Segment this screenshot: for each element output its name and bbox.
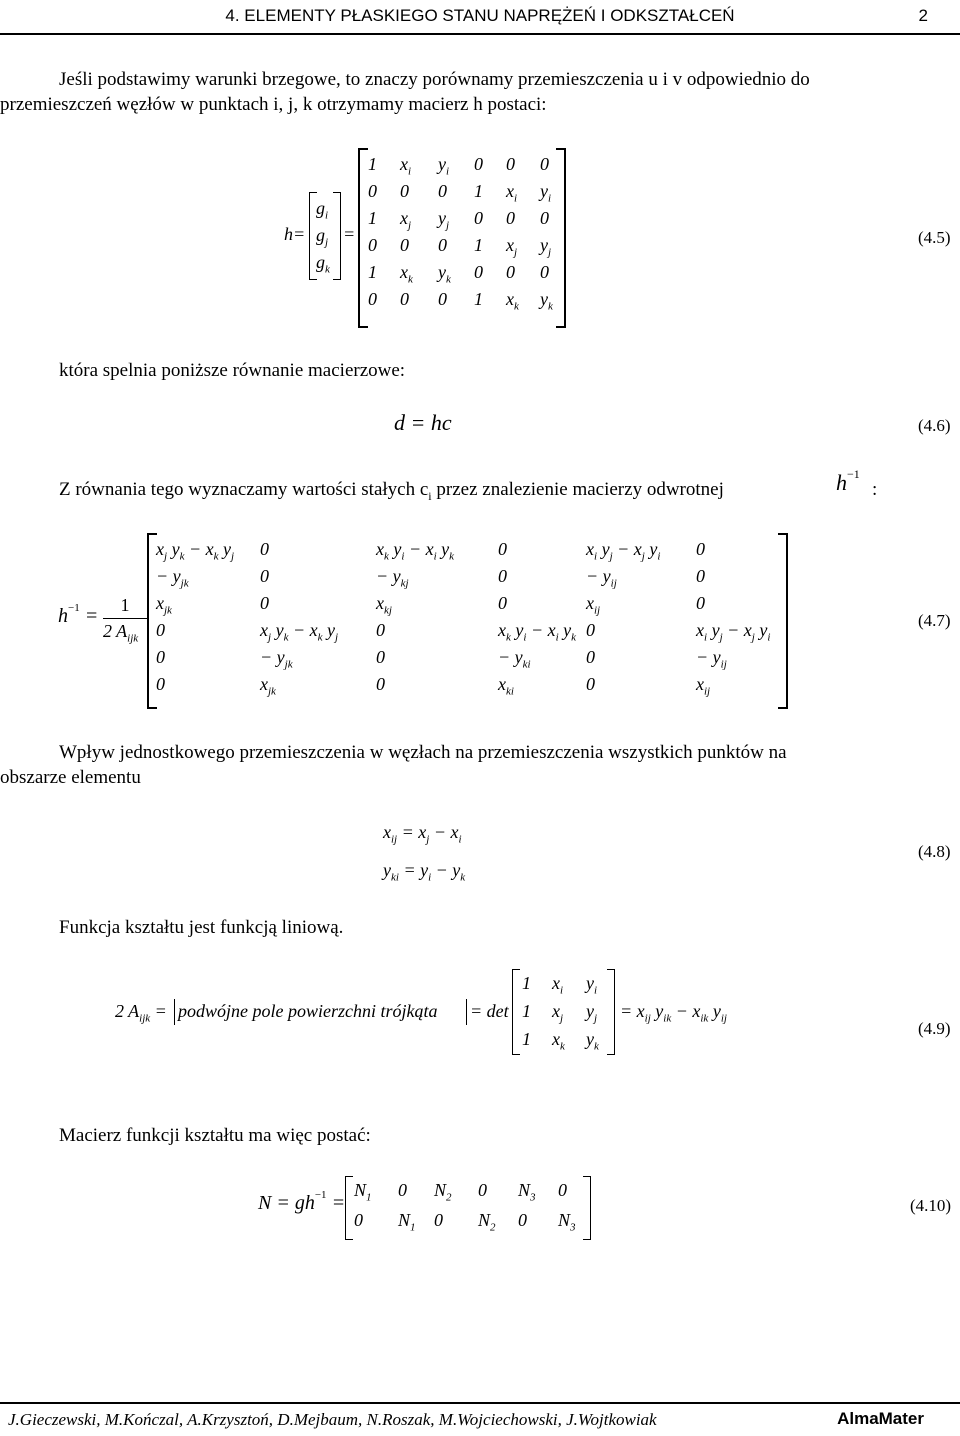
eq47-cell-r5-c2: − $y_{jk}$ bbox=[260, 647, 293, 671]
eq45-cell-r3-c3: $y_j$ bbox=[438, 208, 450, 232]
eq47-cell-r2-c5: − $y_{ij}$ bbox=[586, 566, 617, 590]
eq49-rhs: = $x_{ij}$ $y_{ik} - x_{ik}$ $y_{ij}$ bbox=[620, 1001, 727, 1025]
eq45-cell-r6-c5: $x_k$ bbox=[506, 289, 519, 313]
eq47-frac-den: 2 $A_{ijk}$ bbox=[103, 621, 139, 645]
eq410-cell-r1-c6: 0 bbox=[558, 1180, 567, 1200]
eq45-g-right-bracket bbox=[333, 192, 341, 280]
eq47-cell-r2-c2: 0 bbox=[260, 566, 269, 586]
eq45-cell-r6-c2: 0 bbox=[400, 289, 409, 309]
eq47-cell-r5-c1: 0 bbox=[156, 647, 165, 667]
eq45-cell-r4-c3: 0 bbox=[438, 235, 447, 255]
equation-4-9 bbox=[0, 965, 960, 1060]
eq46-formula: d = hc bbox=[394, 410, 452, 435]
eq45-cell-r3-c1: 1 bbox=[368, 208, 377, 228]
eq45-cell-r3-c5: 0 bbox=[506, 208, 515, 228]
inverse-text bbox=[59, 477, 724, 509]
eq47-cell-r4-c6: $x_i$ $y_j - x_j$ $y_i$ bbox=[696, 620, 771, 644]
eq47-cell-r3-c1: $x_{jk}$ bbox=[156, 593, 172, 617]
equation-4-7 bbox=[0, 525, 960, 710]
footer-authors: J.Gieczewski, M.Kończal, A.Krzysztoń, D.Mejbaum, N.Roszak, M.Wojciechowski, J.Wojtkowiak bbox=[8, 1410, 657, 1429]
eq47-cell-r3-c5: $x_{ij}$ bbox=[586, 593, 601, 617]
eq47-cell-r6-c5: 0 bbox=[586, 674, 595, 694]
eq45-cell-r2-c6: $y_i$ bbox=[540, 181, 552, 205]
eq47-cell-r6-c6: $x_{ij}$ bbox=[696, 674, 711, 698]
eq47-cell-r1-c6: 0 bbox=[696, 539, 705, 559]
eq410-matrix bbox=[354, 1180, 586, 1240]
eq47-frac-line bbox=[103, 618, 147, 619]
eq45-cell-r3-c6: 0 bbox=[540, 208, 549, 228]
eq45-cell-r2-c3: 0 bbox=[438, 181, 447, 201]
eq47-cell-r6-c1: 0 bbox=[156, 674, 165, 694]
eq45-cell-r4-c4: 1 bbox=[474, 235, 483, 255]
eq45-cell-r5-c2: $x_k$ bbox=[400, 262, 413, 286]
eq47-matrix bbox=[150, 539, 780, 707]
eq45-lhs-h: h bbox=[284, 224, 293, 244]
eq47-cell-r2-c3: − $y_{kj}$ bbox=[376, 566, 409, 590]
eq47-cell-r3-c4: 0 bbox=[498, 593, 507, 613]
eq45-cell-r6-c4: 1 bbox=[474, 289, 483, 309]
eq410-cell-r1-c4: 0 bbox=[478, 1180, 487, 1200]
shape-matrix-text: Macierz funkcji kształtu ma więc postać: bbox=[59, 1125, 371, 1146]
eq45-cell-r2-c5: $x_i$ bbox=[506, 181, 518, 205]
eq410-cell-r1-c3: $N_2$ bbox=[434, 1180, 452, 1204]
eq47-cell-r6-c3: 0 bbox=[376, 674, 385, 694]
eq45-cell-r4-c2: 0 bbox=[400, 235, 409, 255]
eq49-det: = det bbox=[470, 1001, 509, 1021]
eq49-cell-r1-c2: $x_i$ bbox=[552, 973, 564, 997]
eq410-cell-r2-c3: 0 bbox=[434, 1210, 443, 1230]
eq45-cell-r1-c5: 0 bbox=[506, 154, 515, 174]
eq45-equals: = bbox=[343, 224, 356, 244]
eq47-cell-r1-c1: $x_j$ $y_k - x_k$ $y_j$ bbox=[156, 539, 235, 563]
eq48-line-2: $y_{ki} = y_i - y_k$ bbox=[383, 860, 466, 884]
influence-line-2: obszarze elementu bbox=[0, 767, 141, 788]
footer-rule bbox=[0, 1402, 960, 1404]
page-number: 2 bbox=[918, 6, 928, 25]
page-header bbox=[0, 0, 960, 34]
eq45-cell-r1-c3: $y_i$ bbox=[438, 154, 450, 178]
eq47-cell-r2-c1: − $y_{jk}$ bbox=[156, 566, 189, 590]
eq45-cell-r5-c5: 0 bbox=[506, 262, 515, 282]
intro-line-2: przemieszczeń węzłów w punktach i, j, k otrzymamy macierz h postaci: bbox=[0, 94, 547, 115]
inverse-h-symbol: $h^{-1}$ bbox=[836, 466, 860, 495]
eq47-cell-r3-c3: $x_{kj}$ bbox=[376, 593, 392, 617]
eq47-cell-r5-c5: 0 bbox=[586, 647, 595, 667]
eq47-cell-r2-c6: 0 bbox=[696, 566, 705, 586]
eq47-cell-r4-c3: 0 bbox=[376, 620, 385, 640]
eq47-cell-r5-c6: − $y_{ij}$ bbox=[696, 647, 727, 671]
inverse-text-pre: Z równania tego wyznaczamy wartości stałych c bbox=[59, 479, 429, 500]
eq45-cell-r6-c1: 0 bbox=[368, 289, 377, 309]
eq48-line-1: $x_{ij} = x_j - x_i$ bbox=[383, 822, 462, 846]
eq45-cell-r1-c1: 1 bbox=[368, 154, 377, 174]
eq47-cell-r1-c2: 0 bbox=[260, 539, 269, 559]
eq45-cell-r4-c6: $y_j$ bbox=[540, 235, 552, 259]
satisfies-text: która spelnia poniższe równanie macierzowe: bbox=[59, 360, 406, 381]
eq45-cell-r1-c4: 0 bbox=[474, 154, 483, 174]
eq45-cell-r5-c6: 0 bbox=[540, 262, 549, 282]
eq45-cell-r3-c4: 0 bbox=[474, 208, 483, 228]
eq47-cell-r3-c6: 0 bbox=[696, 593, 705, 613]
eq410-cell-r2-c1: 0 bbox=[354, 1210, 363, 1230]
eq49-matrix bbox=[520, 973, 610, 1057]
eq45-cell-r1-c2: $x_i$ bbox=[400, 154, 412, 178]
eq45-cell-r2-c1: 0 bbox=[368, 181, 377, 201]
header-rule bbox=[0, 33, 960, 35]
eq47-cell-r5-c3: 0 bbox=[376, 647, 385, 667]
inverse-text-sub: i bbox=[428, 488, 432, 503]
eq46-number: (4.6) bbox=[918, 416, 951, 435]
eq49-cell-r1-c1: 1 bbox=[522, 973, 531, 993]
eq49-cell-r3-c3: $y_k$ bbox=[586, 1029, 599, 1053]
eq47-cell-r6-c2: $x_{jk}$ bbox=[260, 674, 276, 698]
eq410-cell-r2-c4: $N_2$ bbox=[478, 1210, 496, 1234]
eq45-cell-r1-c6: 0 bbox=[540, 154, 549, 174]
eq410-cell-r1-c5: $N_3$ bbox=[518, 1180, 536, 1204]
eq47-number: (4.7) bbox=[918, 611, 951, 630]
eq47-cell-r4-c4: $x_k$ $y_i - x_i$ $y_k$ bbox=[498, 620, 577, 644]
inverse-colon: : bbox=[872, 479, 878, 500]
eq47-cell-r4-c1: 0 bbox=[156, 620, 165, 640]
eq410-cell-r2-c5: 0 bbox=[518, 1210, 527, 1230]
eq45-g-i: $g_i$ bbox=[316, 198, 329, 222]
eq47-cell-r1-c5: $x_i$ $y_j - x_j$ $y_i$ bbox=[586, 539, 661, 563]
eq410-lhs: $N = gh^{-1}$ = bbox=[258, 1189, 346, 1214]
eq45-cell-r6-c6: $y_k$ bbox=[540, 289, 553, 313]
eq45-cell-r5-c3: $y_k$ bbox=[438, 262, 451, 286]
eq45-cell-r4-c1: 0 bbox=[368, 235, 377, 255]
eq410-cell-r2-c6: $N_3$ bbox=[558, 1210, 576, 1234]
eq45-cell-r4-c5: $x_j$ bbox=[506, 235, 518, 259]
equation-4-10 bbox=[0, 1172, 960, 1242]
eq49-number: (4.9) bbox=[918, 1019, 951, 1038]
eq47-cell-r4-c5: 0 bbox=[586, 620, 595, 640]
eq47-lhs: $h^{-1}$ = bbox=[58, 602, 99, 627]
eq49-abs-right bbox=[466, 999, 467, 1025]
eq49-cell-r1-c3: $y_i$ bbox=[586, 973, 598, 997]
eq49-abs-text: podwójne pole powierzchni trójkąta bbox=[178, 1001, 438, 1021]
eq49-left-bracket bbox=[512, 969, 520, 1055]
eq47-cell-r5-c4: − $y_{ki}$ bbox=[498, 647, 531, 671]
eq410-left-bracket bbox=[345, 1176, 353, 1240]
eq410-cell-r1-c2: 0 bbox=[398, 1180, 407, 1200]
intro-line-1: Jeśli podstawimy warunki brzegowe, to znaczy porównamy przemieszczenia u i v odpowiednio do bbox=[59, 69, 810, 90]
influence-line-1: Wpływ jednostkowego przemieszczenia w węzłach na przemieszczenia wszystkich punktów na bbox=[59, 742, 787, 763]
eq45-cell-r6-c3: 0 bbox=[438, 289, 447, 309]
eq45-g-j: $g_j$ bbox=[316, 225, 329, 249]
eq49-abs-left bbox=[174, 999, 175, 1025]
eq410-number: (4.10) bbox=[910, 1196, 952, 1215]
eq45-number: (4.5) bbox=[918, 228, 951, 247]
eq48-number: (4.8) bbox=[918, 842, 951, 861]
eq47-cell-r1-c4: 0 bbox=[498, 539, 507, 559]
eq410-cell-r2-c2: $N_1$ bbox=[398, 1210, 416, 1234]
eq49-cell-r2-c1: 1 bbox=[522, 1001, 531, 1021]
equation-4-5 bbox=[0, 140, 960, 330]
eq47-cell-r2-c4: 0 bbox=[498, 566, 507, 586]
eq49-cell-r3-c1: 1 bbox=[522, 1029, 531, 1049]
eq49-cell-r2-c2: $x_j$ bbox=[552, 1001, 564, 1025]
linear-text: Funkcja kształtu jest funkcją liniową. bbox=[59, 917, 344, 938]
eq49-cell-r3-c2: $x_k$ bbox=[552, 1029, 565, 1053]
footer-brand: AlmaMater bbox=[837, 1409, 924, 1428]
eq47-cell-r6-c4: $x_{ki}$ bbox=[498, 674, 514, 698]
eq45-g-k: $g_k$ bbox=[316, 252, 330, 276]
eq45-matrix bbox=[366, 154, 556, 324]
eq410-cell-r1-c1: $N_1$ bbox=[354, 1180, 372, 1204]
inverse-text-post: przez znalezienie macierzy odwrotnej bbox=[431, 479, 724, 500]
eq47-frac-num: 1 bbox=[120, 595, 130, 615]
chapter-title: 4. ELEMENTY PŁASKIEGO STANU NAPRĘŻEŃ I ODKSZTAŁCEŃ bbox=[225, 6, 735, 25]
eq45-cell-r2-c4: 1 bbox=[474, 181, 483, 201]
eq49-cell-r2-c3: $y_j$ bbox=[586, 1001, 598, 1025]
eq45-cell-r2-c2: 0 bbox=[400, 181, 409, 201]
eq45-cell-r5-c4: 0 bbox=[474, 262, 483, 282]
eq45-lhs: h= bbox=[284, 224, 306, 244]
eq49-lhs: 2 $A_{ijk}$ = bbox=[115, 1001, 167, 1025]
eq45-cell-r3-c2: $x_j$ bbox=[400, 208, 412, 232]
eq47-cell-r3-c2: 0 bbox=[260, 593, 269, 613]
eq47-cell-r1-c3: $x_k$ $y_i - x_i$ $y_k$ bbox=[376, 539, 455, 563]
eq45-cell-r5-c1: 1 bbox=[368, 262, 377, 282]
eq45-right-bracket bbox=[556, 148, 566, 328]
eq47-cell-r4-c2: $x_j$ $y_k - x_k$ $y_j$ bbox=[260, 620, 339, 644]
